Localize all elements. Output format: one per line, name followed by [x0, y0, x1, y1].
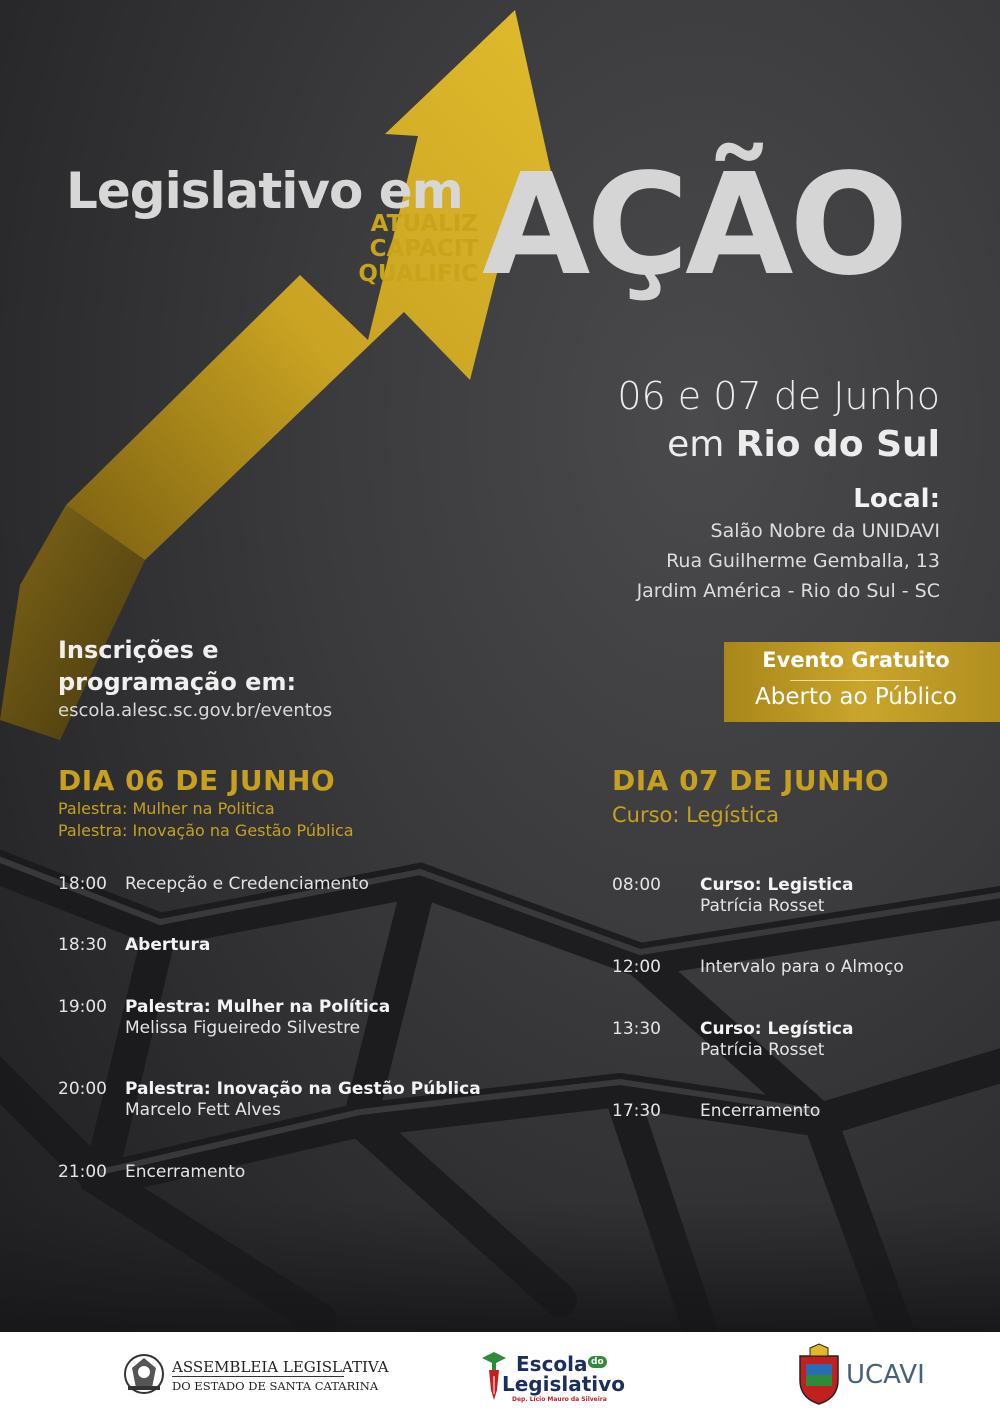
alesc-divider: [172, 1376, 344, 1377]
title-legislativo-em: Legislativo em: [66, 162, 463, 220]
schedule-time: 20:00: [58, 1079, 107, 1099]
legislativo-word: Legislativo: [502, 1372, 625, 1396]
day1-sub: Palestra: Mulher na Politica: [58, 799, 275, 818]
escola-word: Escola: [516, 1352, 588, 1376]
schedule-title-wrap: [125, 1079, 481, 1121]
schedule-title: Intervalo para o Almoço: [700, 957, 904, 977]
schedule-time: 13:30: [612, 1019, 661, 1039]
schedule-speaker: Patrícia Rosset: [700, 1040, 825, 1060]
schedule-row: [58, 1079, 498, 1123]
schedule-row: [58, 997, 498, 1041]
schedule-title: Encerramento: [125, 1162, 246, 1182]
schedule-title: Curso: Legística: [700, 1019, 854, 1039]
free-event-label: Evento Gratuito: [762, 648, 950, 672]
day1-title: DIA 06 DE JUNHO: [58, 764, 336, 797]
schedule-row: [58, 874, 498, 896]
alesc-crest-icon: [122, 1352, 166, 1396]
registration-line: programação em:: [58, 668, 297, 696]
venue-name: Salão Nobre da UNIDAVI: [710, 520, 940, 542]
alesc-name: ASSEMBLEIA LEGISLATIVA: [172, 1358, 389, 1376]
badge-divider: [790, 680, 920, 681]
ucavi-name: UCAVI: [846, 1360, 925, 1390]
schedule-row: [612, 875, 972, 919]
schedule-speaker: Marcelo Fett Alves: [125, 1100, 281, 1120]
schedule-row: [612, 1101, 972, 1123]
schedule-title-wrap: [125, 997, 390, 1039]
schedule-time: 18:30: [58, 935, 107, 955]
schedule-row: [612, 957, 972, 979]
title-stacked-words: [320, 212, 478, 287]
schedule-time: 18:00: [58, 874, 107, 894]
stack-word: QUALIFIC: [358, 261, 478, 287]
registration-line: Inscrições e: [58, 636, 219, 664]
schedule-time: 19:00: [58, 997, 107, 1017]
schedule-title: Palestra: Mulher na Política: [125, 997, 391, 1017]
schedule-row: [612, 1019, 972, 1063]
schedule-speaker: Patrícia Rosset: [700, 896, 825, 916]
stack-word: CAPACIT: [369, 236, 478, 262]
schedule-title: Palestra: Inovação na Gestão Pública: [125, 1079, 481, 1099]
schedule-title: Encerramento: [700, 1101, 821, 1121]
day2-subtitle: Curso: Legística: [612, 803, 779, 827]
escola-subtitle: Dep. Lício Mauro da Silveira: [512, 1396, 607, 1403]
day2-title: DIA 07 DE JUNHO: [612, 764, 890, 797]
schedule-title-wrap: [700, 1019, 853, 1061]
alesc-state: DO ESTADO DE SANTA CATARINA: [172, 1379, 379, 1393]
stack-word: ATUALIZ: [370, 211, 478, 237]
city-name: Rio do Sul: [735, 424, 940, 465]
venue-street: Rua Guilherme Gemballa, 13: [666, 550, 940, 572]
event-dates: 06 e 07 de Junho: [617, 374, 940, 418]
venue-district: Jardim América - Rio do Sul - SC: [636, 580, 940, 602]
local-address: [637, 516, 940, 606]
schedule-speaker: Melissa Figueiredo Silvestre: [125, 1018, 361, 1038]
schedule-time: 21:00: [58, 1162, 107, 1182]
escola-do-badge: do: [588, 1356, 607, 1368]
schedule-time: 08:00: [612, 875, 661, 895]
schedule-title-wrap: [700, 875, 853, 917]
day1-sub: Palestra: Inovação na Gestão Pública: [58, 821, 354, 840]
schedule-time: 12:00: [612, 957, 661, 977]
title-acao: AÇÃO: [482, 144, 905, 307]
city-prefix: em: [667, 424, 725, 465]
schedule-row: [58, 1162, 498, 1184]
schedule-row: [58, 935, 498, 957]
schedule-title: Abertura: [125, 935, 211, 955]
schedule-title: Recepção e Credenciamento: [125, 874, 369, 894]
schedule-time: 17:30: [612, 1101, 661, 1121]
day1-subtitles: [58, 798, 354, 842]
registration-url[interactable]: escola.alesc.sc.gov.br/eventos: [58, 700, 333, 721]
ucavi-shield-icon: [794, 1342, 844, 1406]
open-public-label: Aberto ao Público: [755, 684, 957, 710]
event-city: [667, 424, 940, 465]
local-label: Local:: [853, 484, 940, 514]
schedule-title: Curso: Legistica: [700, 875, 854, 895]
schedule-title-wrap: [125, 935, 210, 956]
registration-heading: [58, 634, 296, 698]
